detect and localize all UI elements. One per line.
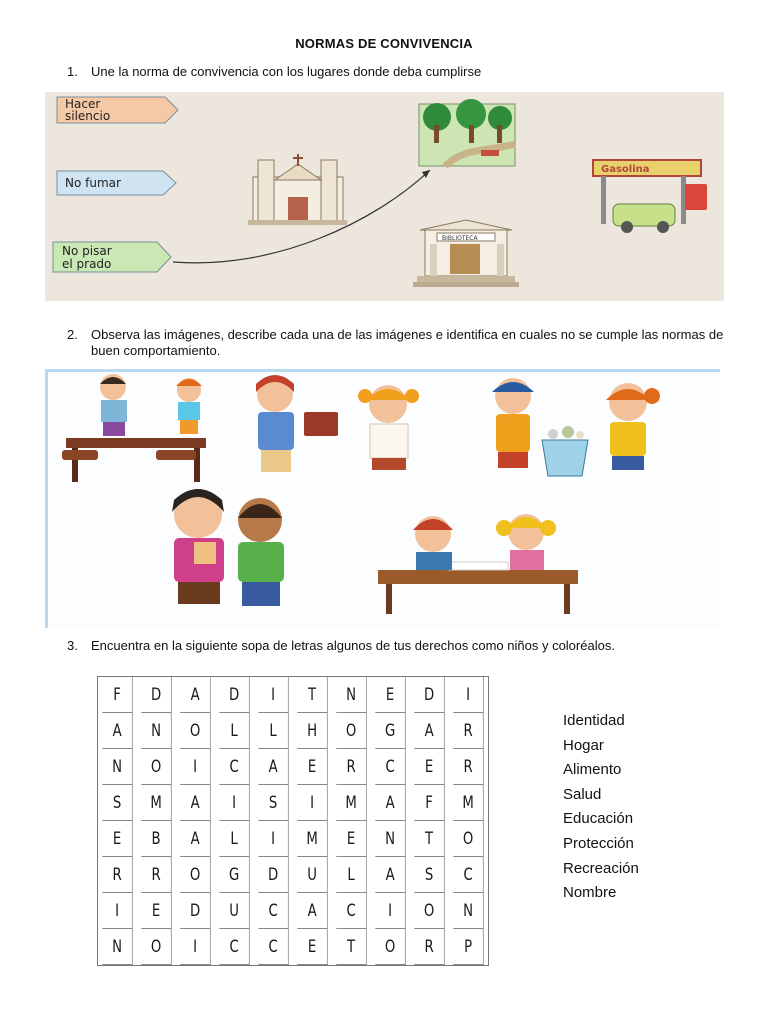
grid-cell: R (102, 857, 132, 893)
kids-book-scene (256, 375, 419, 472)
grid-cell: A (102, 713, 132, 749)
grid-cell: I (297, 785, 327, 821)
instruction-text: Observa las imágenes, describe cada una de las imágenes e identifica en cuales no se cumple las normas de buen comportamiento. (91, 327, 724, 358)
instruction-text: Une la norma de convivencia con los lugares donde deba cumplirse (91, 64, 482, 79)
word-list-item: Identidad (563, 712, 625, 729)
grid-cell: I (102, 893, 132, 929)
grid-cell: E (297, 929, 327, 965)
grid-cell: S (102, 785, 132, 821)
grid-cell: I (219, 785, 249, 821)
grid-cell: A (375, 785, 405, 821)
grid-cell: A (375, 857, 405, 893)
grid-cell: L (219, 821, 249, 857)
grid-cell: F (102, 677, 132, 713)
grid-cell: M (141, 785, 171, 821)
grid-cell: M (453, 785, 483, 821)
children-illustration (45, 369, 720, 628)
grid-cell: O (180, 857, 210, 893)
grid-cell: I (258, 821, 288, 857)
grid-cell: N (102, 929, 132, 965)
grid-cell: N (375, 821, 405, 857)
grid-cell: C (258, 893, 288, 929)
grid-cell: R (414, 929, 444, 965)
grid-cell: L (258, 713, 288, 749)
grid-cell: C (453, 857, 483, 893)
grid-cell: R (453, 749, 483, 785)
sign-label-line1: Hacer (65, 97, 101, 111)
grid-cell: D (141, 677, 171, 713)
word-list (563, 709, 639, 906)
grid-cell: D (180, 893, 210, 929)
grid-cell: A (180, 821, 210, 857)
grid-cell: B (141, 821, 171, 857)
instruction-text: Encuentra en la siguiente sopa de letras algunos de tus derechos como niños y coloréalos. (91, 638, 615, 653)
grid-cell: C (336, 893, 366, 929)
sign-label-line2: silencio (65, 109, 111, 123)
grid-cell: I (258, 677, 288, 713)
grid-cell: E (102, 821, 132, 857)
grid-cell: E (375, 677, 405, 713)
grid-cell: C (375, 749, 405, 785)
instruction-number: 1. (67, 64, 78, 79)
grid-cell: E (141, 893, 171, 929)
grid-cell: M (297, 821, 327, 857)
sign-label-line1: No pisar (62, 244, 112, 258)
grid-cell: I (180, 749, 210, 785)
word-list-item: Nombre (563, 884, 617, 902)
grid-cell: F (414, 785, 444, 821)
word-list-item: Hogar (563, 736, 604, 754)
word-list-item: Alimento (563, 761, 622, 779)
gas-station-icon (593, 160, 707, 233)
gas-sign-text: Gasolina (601, 164, 650, 175)
sign-label-line2: el prado (62, 257, 112, 271)
grid-cell: I (375, 893, 405, 929)
sign-no-fumar (57, 171, 176, 195)
grid-cell: A (414, 713, 444, 749)
library-sign-text: BIBLIOTECA (442, 235, 478, 242)
grid-cell: T (414, 821, 444, 857)
grid-cell: G (375, 713, 405, 749)
word-search-grid (97, 676, 489, 966)
grid-cell: N (102, 749, 132, 785)
grid-cell: A (180, 677, 210, 713)
grid-cell: O (180, 713, 210, 749)
page-title: NORMAS DE CONVIVENCIA (295, 36, 473, 51)
grid-cell: A (297, 893, 327, 929)
kids-basket-scene (492, 378, 660, 476)
grid-cell: P (453, 929, 483, 965)
word-list-item: Protección (563, 834, 634, 852)
kids-on-desk-scene (62, 374, 206, 482)
grid-cell: C (219, 929, 249, 965)
sign-hacer-silencio (57, 97, 178, 123)
grid-cell: U (219, 893, 249, 929)
kids-at-desk-scene (378, 514, 578, 614)
word-list-item: Recreación (563, 859, 639, 877)
grid-cell: D (219, 677, 249, 713)
grid-cell: C (258, 929, 288, 965)
sign-label-line1: No fumar (65, 176, 121, 190)
grid-cell: L (336, 857, 366, 893)
grid-cell: N (453, 893, 483, 929)
grid-cell: S (414, 857, 444, 893)
matching-illustration (45, 92, 724, 301)
library-icon (413, 220, 519, 287)
grid-cell: L (219, 713, 249, 749)
word-list-item: Salud (563, 785, 602, 803)
boys-hugging-scene (172, 489, 284, 606)
sign-no-pisar-prado (53, 242, 171, 272)
grid-cell: O (336, 713, 366, 749)
grid-cell: E (297, 749, 327, 785)
grid-cell: O (375, 929, 405, 965)
grid-cell: E (414, 749, 444, 785)
grid-cell: R (336, 749, 366, 785)
grid-cell: I (180, 929, 210, 965)
word-list-item: Educación (563, 810, 634, 828)
grid-cell: I (453, 677, 483, 713)
grid-cell: N (336, 677, 366, 713)
grid-cell: R (453, 713, 483, 749)
grid-cell: O (453, 821, 483, 857)
grid-cell: D (414, 677, 444, 713)
instruction-number: 2. (67, 327, 78, 342)
grid-cell: C (219, 749, 249, 785)
grid-cell: A (180, 785, 210, 821)
grid-cell: M (336, 785, 366, 821)
instruction-number: 3. (67, 638, 78, 653)
grid-cell: G (219, 857, 249, 893)
grid-cell: A (258, 749, 288, 785)
grid-cell: E (336, 821, 366, 857)
church-icon (248, 154, 347, 225)
grid-cell: O (141, 749, 171, 785)
grid-cell: O (414, 893, 444, 929)
park-icon (419, 99, 515, 166)
grid-cell: T (297, 677, 327, 713)
grid-cell: N (141, 713, 171, 749)
grid-cell: R (141, 857, 171, 893)
grid-cell: S (258, 785, 288, 821)
grid-cell: U (297, 857, 327, 893)
grid-cell: H (297, 713, 327, 749)
grid-cell: D (258, 857, 288, 893)
grid-cell: O (141, 929, 171, 965)
grid-cell: T (336, 929, 366, 965)
